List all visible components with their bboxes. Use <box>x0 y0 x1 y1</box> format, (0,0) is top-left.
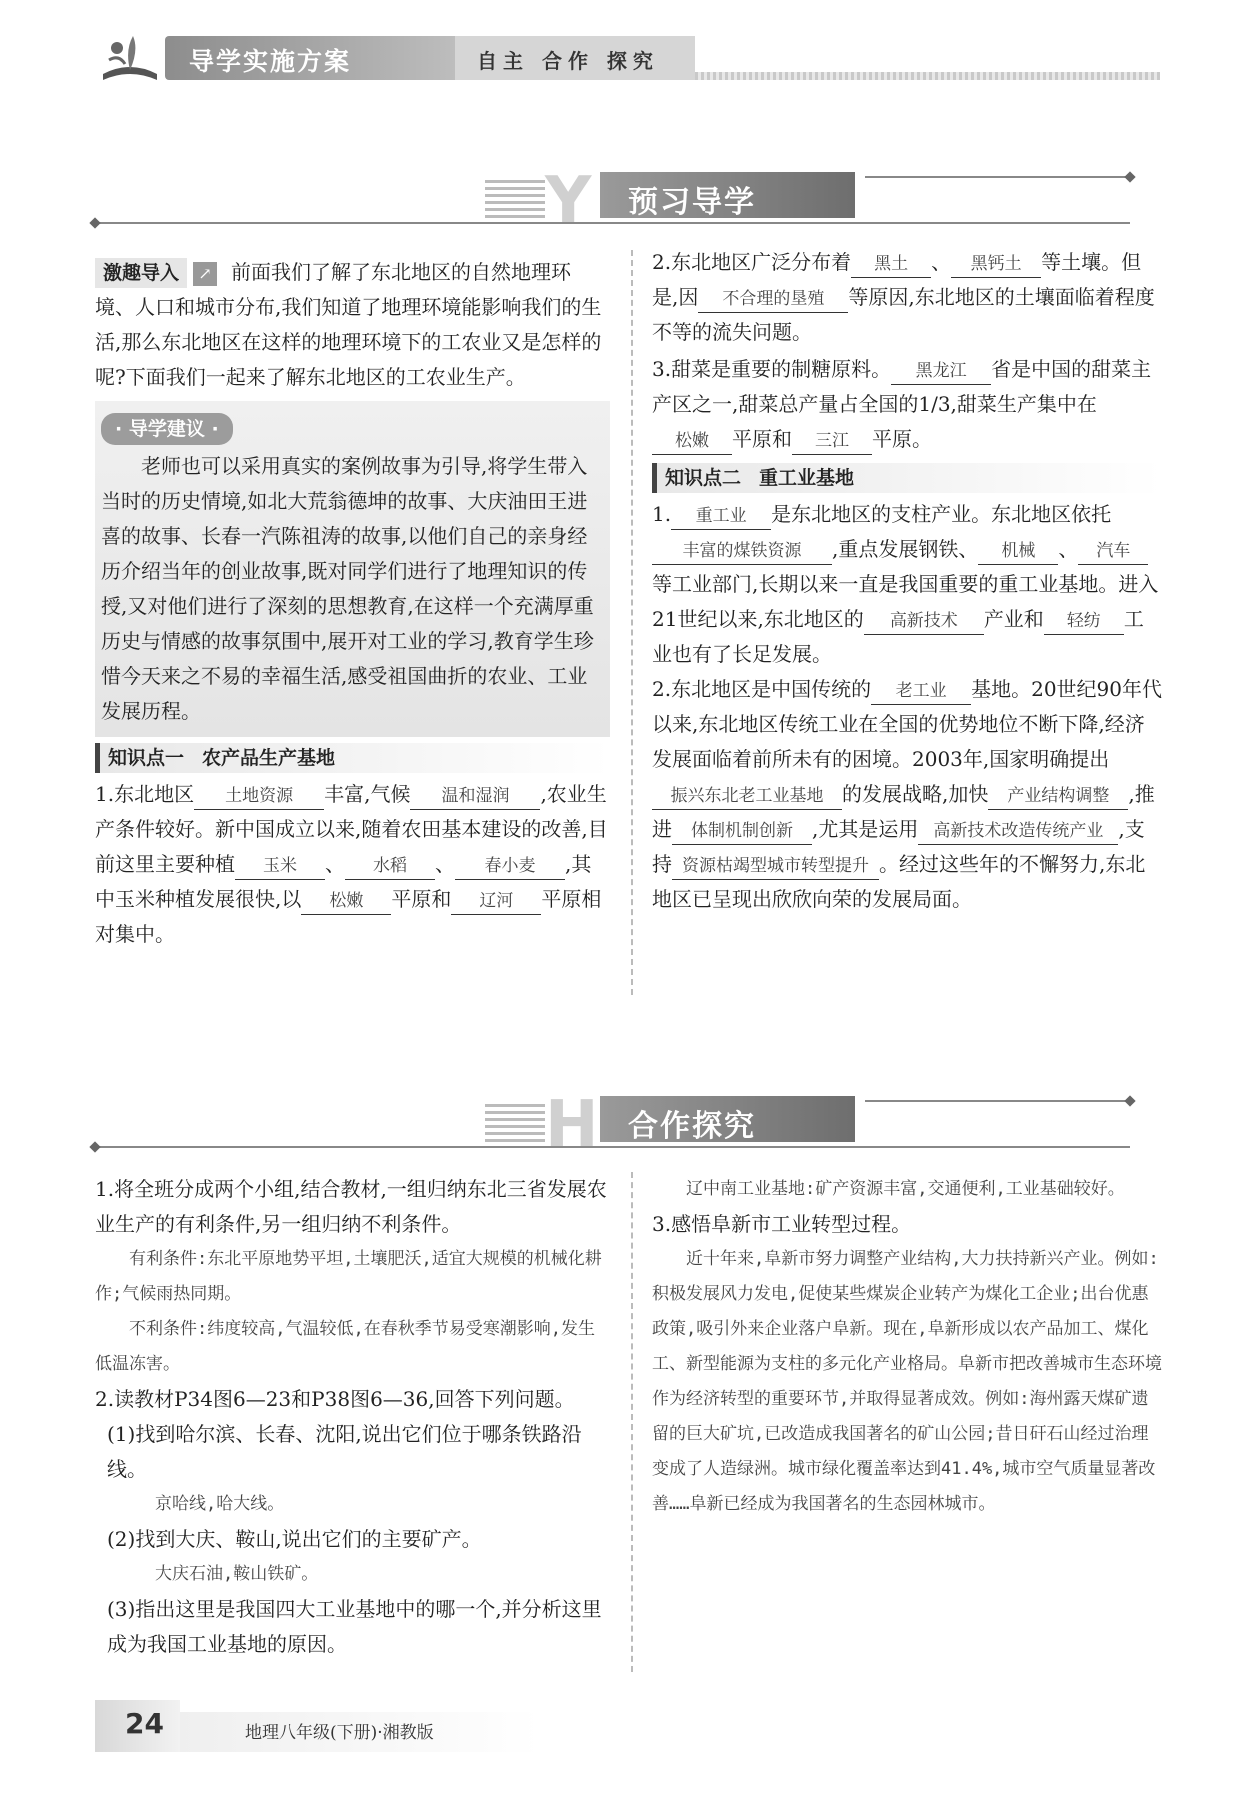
book-leaf-logo-icon <box>95 30 165 88</box>
knowledge-point-2 <box>652 463 1162 493</box>
kp1-title: 农产品生产基地 <box>202 747 336 769</box>
section-title-cooperate <box>485 1088 1135 1162</box>
header-banner <box>165 36 455 80</box>
text: 、 <box>325 852 345 876</box>
answer-blank: 汽车 <box>1078 538 1148 565</box>
answer-blank: 振兴东北老工业基地 <box>652 783 842 810</box>
text: ,农业生产条件较好。新中国成立以来,随着农田基本建设的改善,目前这里主要种植 <box>95 782 608 876</box>
text: 等土壤。但是,因 <box>652 250 1142 309</box>
text: 平原和 <box>732 427 792 451</box>
column-divider <box>631 1172 633 1672</box>
text: 。经过这些年的不懈努力,东北地区已呈现出欣欣向荣的发展局面。 <box>652 852 1146 911</box>
coop-question-2-1: (1)找到哈尔滨、长春、沈阳,说出它们位于哪条铁路沿线。 <box>107 1422 582 1481</box>
footer-book-title: 地理八年级(下册)·湘教版 <box>245 1723 434 1743</box>
answer-blank: 不合理的垦殖 <box>698 286 848 313</box>
coop-answer-3: 近十年来,阜新市努力调整产业结构,大力扶持新兴产业。例如:积极发展风力发电,促使某些煤炭企业转产为煤化工企业;出台优惠政策,吸引外来企业落户阜新。现在,阜新形成以农产品加工、煤化工、新型能源为支柱的多元化产业格局。阜新市把改善城市生态环境作为经济转型的重要环节,并取得显著成效。例如:海州露天煤矿遗留的巨大矿坑,已改造成我国著名的矿山公园;昔日矸石山经过治理变成了人造绿洲。城市绿化覆盖率达到41.4%,城市空气质量显著改善……阜新已经成为我国著名的生态园林城市。 <box>652 1249 1162 1514</box>
text: 产业和 <box>983 607 1044 631</box>
text: 的发展战略,加快 <box>842 782 989 806</box>
header-title: 导学实施方案 <box>189 47 352 76</box>
answer-blank: 丰富的煤铁资源 <box>652 538 832 565</box>
text: ,其中玉米种植发展很快,以 <box>95 852 592 911</box>
section-title-text: 合作探究 <box>628 1109 756 1144</box>
answer-blank: 产业结构调整 <box>988 783 1128 810</box>
coop-answer-2-1: 京哈线,哈大线。 <box>155 1494 285 1514</box>
kp1-question-1 <box>95 777 610 952</box>
text: ,重点发展钢铁、 <box>832 537 979 561</box>
answer-blank: 土地资源 <box>194 783 324 810</box>
suggestion-text: 老师也可以采用真实的案例故事为引导,将学生带入当时的历史情境,如北大荒翁德坤的故事、大庆油田王进喜的故事、长春一汽陈祖涛的故事,以他们自己的亲身经历介绍当年的创业故事,既对同学们进行了地理知识的传授,又对他们进行了深刻的思想教育,在这样一个充满厚重历史与情感的故事氛围中,展开对工业的学习,教育学生珍惜今天来之不易的幸福生活,感受祖国曲折的农业、工业发展历程。 <box>101 454 594 723</box>
page-number: 24 <box>125 1707 164 1740</box>
arrow-icon: ↗ <box>193 262 217 286</box>
text: ,支持 <box>652 817 1145 876</box>
coop-answer-2-3: 辽中南工业基地:矿产资源丰富,交通便利,工业基础较好。 <box>686 1179 1125 1199</box>
text: ,尤其是运用 <box>812 817 919 841</box>
text: 省是中国的甜菜主产区之一,甜菜总产量占全国的1/3,甜菜生产集中在 <box>652 357 1152 416</box>
text: 2.东北地区广泛分布着 <box>652 250 852 274</box>
answer-blank: 黑龙江 <box>891 358 991 385</box>
section-dot <box>1124 1095 1135 1106</box>
text: 、 <box>1058 537 1079 561</box>
section-stripes <box>485 1102 545 1142</box>
answer-blank: 机械 <box>978 538 1058 565</box>
answer-blank: 松嫩 <box>652 428 732 455</box>
column-divider <box>631 250 633 995</box>
text: 平原相对集中。 <box>95 887 602 946</box>
text: 2.东北地区是中国传统的 <box>652 677 872 701</box>
coop-answer-1a: 有利条件:东北平原地势平坦,土壤肥沃,适宜大规模的机械化耕作;气候雨热同期。 <box>95 1249 602 1304</box>
section-letter: Y <box>545 164 592 238</box>
kp2-question-2 <box>652 672 1162 917</box>
answer-blank: 水稻 <box>345 853 435 880</box>
text: 1.东北地区 <box>95 782 195 806</box>
coop-answer-1b: 不利条件:纬度较高,气温较低,在春秋季节易受寒潮影响,发生低温冻害。 <box>95 1319 595 1374</box>
text: 丰富,气候 <box>324 782 411 806</box>
page-header <box>95 28 1160 90</box>
coop-answer-2-2: 大庆石油,鞍山铁矿。 <box>155 1564 319 1584</box>
kp1-number: 知识点一 <box>108 747 185 769</box>
page-number-box <box>95 1700 180 1752</box>
text: 平原。 <box>872 427 932 451</box>
coop-question-2: 2.读教材P34图6—23和P38图6—36,回答下列问题。 <box>95 1387 575 1411</box>
suggestion-box <box>95 401 610 737</box>
answer-blank: 玉米 <box>235 853 325 880</box>
answer-blank: 三江 <box>792 428 872 455</box>
text: 、 <box>931 250 952 274</box>
kp2-question-1 <box>652 497 1162 672</box>
coop-question-2-3: (3)指出这里是我国四大工业基地中的哪一个,并分析这里成为我国工业基地的原因。 <box>107 1597 602 1656</box>
answer-blank: 轻纺 <box>1044 608 1124 635</box>
answer-blank: 体制机制创新 <box>672 818 812 845</box>
text: 3.甜菜是重要的制糖原料。 <box>652 357 892 381</box>
text: 1. <box>652 502 672 526</box>
answer-blank: 春小麦 <box>455 853 565 880</box>
kp2-number: 知识点二 <box>665 467 742 489</box>
section-stripes <box>485 178 545 218</box>
knowledge-point-1 <box>95 743 610 773</box>
section-line <box>865 1100 1130 1102</box>
text: 工业也有了长足发展。 <box>652 607 1144 666</box>
intro-paragraph <box>95 255 610 395</box>
answer-blank: 黑土 <box>851 251 931 278</box>
section-dot <box>89 217 100 228</box>
text: 、 <box>435 852 455 876</box>
text: ,推进 <box>652 782 1155 841</box>
coop-question-2-2: (2)找到大庆、鞍山,说出它们的主要矿产。 <box>107 1527 482 1551</box>
answer-blank: 重工业 <box>671 503 771 530</box>
answer-blank: 黑钙土 <box>951 251 1041 278</box>
coop-question-1: 1.将全班分成两个小组,结合教材,一组归纳东北三省发展农业生产的有利条件,另一组归纳不利条件。 <box>95 1177 607 1236</box>
kp1-question-2 <box>652 245 1162 350</box>
preview-left-column <box>95 255 610 952</box>
intro-text: 前面我们了解了东北地区的自然地理环境、人口和城市分布,我们知道了地理环境能影响我们的生活,那么东北地区在这样的地理环境下的工农业又是怎样的呢?下面我们一起来了解东北地区的工农业生产。 <box>95 260 602 389</box>
section-label <box>600 172 855 218</box>
section-dot <box>1124 171 1135 182</box>
answer-blank: 辽河 <box>451 888 541 915</box>
preview-right-column <box>652 245 1162 917</box>
text: 基地。20世纪90年代以来,东北地区传统工业在全国的优势地位不断下降,经济发展面临着前所未有的困境。2003年,国家明确提出 <box>652 677 1162 771</box>
section-label <box>600 1096 855 1142</box>
text: 等工业部门,长期以来一直是我国重要的重工业基地。进入21世纪以来,东北地区的 <box>652 572 1159 631</box>
text: 平原和 <box>391 887 452 911</box>
suggestion-tag: · 导学建议 · <box>101 413 233 445</box>
coop-question-3: 3.感悟阜新市工业转型过程。 <box>652 1212 912 1236</box>
section-title-text: 预习导学 <box>628 185 756 220</box>
answer-blank: 高新技术 <box>864 608 984 635</box>
section-title-preview <box>485 164 1135 238</box>
answer-blank: 资源枯竭型城市转型提升 <box>672 853 879 880</box>
kp2-title: 重工业基地 <box>759 467 855 489</box>
header-subtitle: 自主 合作 探究 <box>477 49 659 73</box>
cooperate-left-column <box>95 1172 610 1662</box>
section-dot <box>89 1141 100 1152</box>
cooperate-right-column <box>652 1172 1162 1522</box>
answer-blank: 高新技术改造传统产业 <box>918 818 1118 845</box>
answer-blank: 老工业 <box>871 678 971 705</box>
header-subtitle-box <box>455 36 695 80</box>
section-letter: H <box>545 1088 599 1162</box>
section-line <box>865 176 1130 178</box>
text: 等原因,东北地区的土壤面临着程度不等的流失问题。 <box>652 285 1155 344</box>
answer-blank: 松嫩 <box>301 888 391 915</box>
header-rule <box>695 72 1160 80</box>
section-line <box>95 222 1130 224</box>
text: 是东北地区的支柱产业。东北地区依托 <box>771 502 1112 526</box>
kp1-question-3 <box>652 352 1162 457</box>
intro-tag: 激趣导入 <box>95 258 187 288</box>
section-line <box>95 1146 1130 1148</box>
answer-blank: 温和湿润 <box>410 783 540 810</box>
